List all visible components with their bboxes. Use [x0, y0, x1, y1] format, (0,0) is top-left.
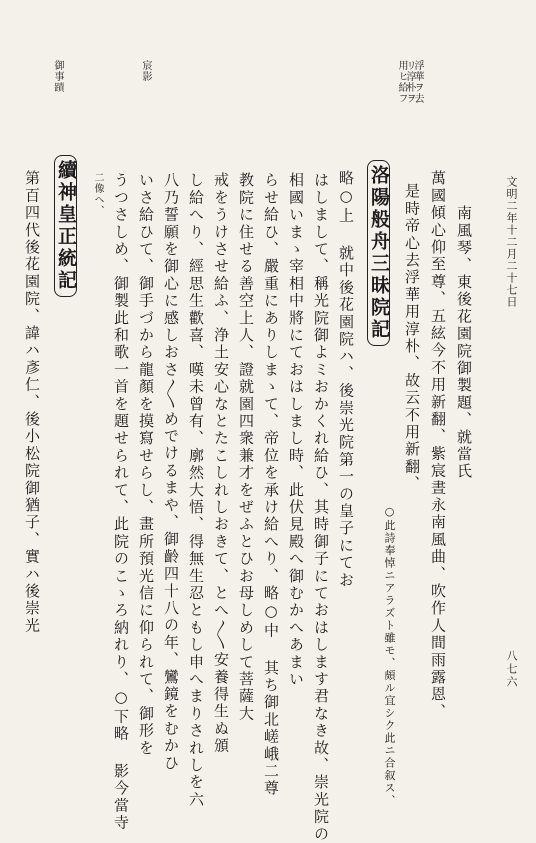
text-column-03-note: ○此詩奉悼ニアラズト雖モ、頗ル宜シク此ニ合叙ス、	[383, 505, 396, 807]
running-header-date: 文明二年十二月二十七日	[505, 176, 518, 308]
text-column-09: 教院に住せる善空上人、證就園四衆兼才をぜふとひお母しめして菩薩大	[237, 172, 255, 723]
margin-note-2: リ淳朴ヲ	[404, 60, 415, 104]
text-column-06: はしまして、稱光院御よミおかくれ給ひ、其時御子にておはします君なき故、崇光院の	[312, 172, 330, 843]
margin-note-4: 宸影	[140, 60, 151, 82]
text-column-14: うつさしめ、御製此和歌一首を題せられて、此院のこゝろ納れり、○下略 影今當寺	[112, 172, 130, 832]
text-column-08: らせ給ひ、嚴重にありしまゝて、帝位を承け給へり、略○中 其ち御北嵯峨二尊	[262, 172, 280, 798]
text-column-03: 是時帝心去浮華用淳朴、故云不用新翻、	[403, 183, 421, 493]
section-title-box: 洛陽般舟三昧院記	[367, 160, 390, 346]
margin-note-1: 浮華ヲ去	[412, 60, 423, 104]
margin-note-5: 御事蹟	[52, 60, 63, 93]
text-column-15: 二像へ、	[92, 172, 103, 216]
text-column-11: し給へり、經思生歡喜、嘆未曾有、廓然大悟、得無生忍ともし申へまりされしを六	[187, 172, 205, 809]
page-number: 八七六	[505, 650, 518, 689]
text-column-01: 南風琴、東後花園院御製題、就當氏	[455, 205, 473, 481]
text-column-13: いさ給ひて、御手づから龍顏を摸寫せらし、畫所預光信に仰られて、御形を	[137, 172, 155, 757]
section-title-box-2: 續神皇正統記	[54, 155, 77, 297]
text-column-12: 八乃誓願を御心に感しおさ〳〵めでけるまや、御齡四十八の年、鸞鏡をむかひ	[162, 172, 180, 772]
text-column-02: 萬國傾心仰至尊、五絃今不用新翻、紫宸晝永南風曲、吹作人間雨露恩、	[429, 170, 447, 721]
text-column-17: 第百四代後花園院、諱ハ彥仁、後小松院御猶子、實ハ後崇光	[23, 170, 41, 635]
text-column-05: 略○上 就中後花園院ハ、後崇光院第一の皇子にてお	[337, 170, 355, 589]
text-column-07: 相國いまゝ宰相中將にておはしまし時、此伏見殿へ御むかへあまい	[287, 172, 305, 688]
text-column-10: 戒をうけさせ給ふ、浄土安心なとたこしれしおきて、とへ〳〵安養得生ぬ頒	[212, 172, 230, 755]
margin-note-3: 用ヒ給フ	[396, 60, 407, 104]
